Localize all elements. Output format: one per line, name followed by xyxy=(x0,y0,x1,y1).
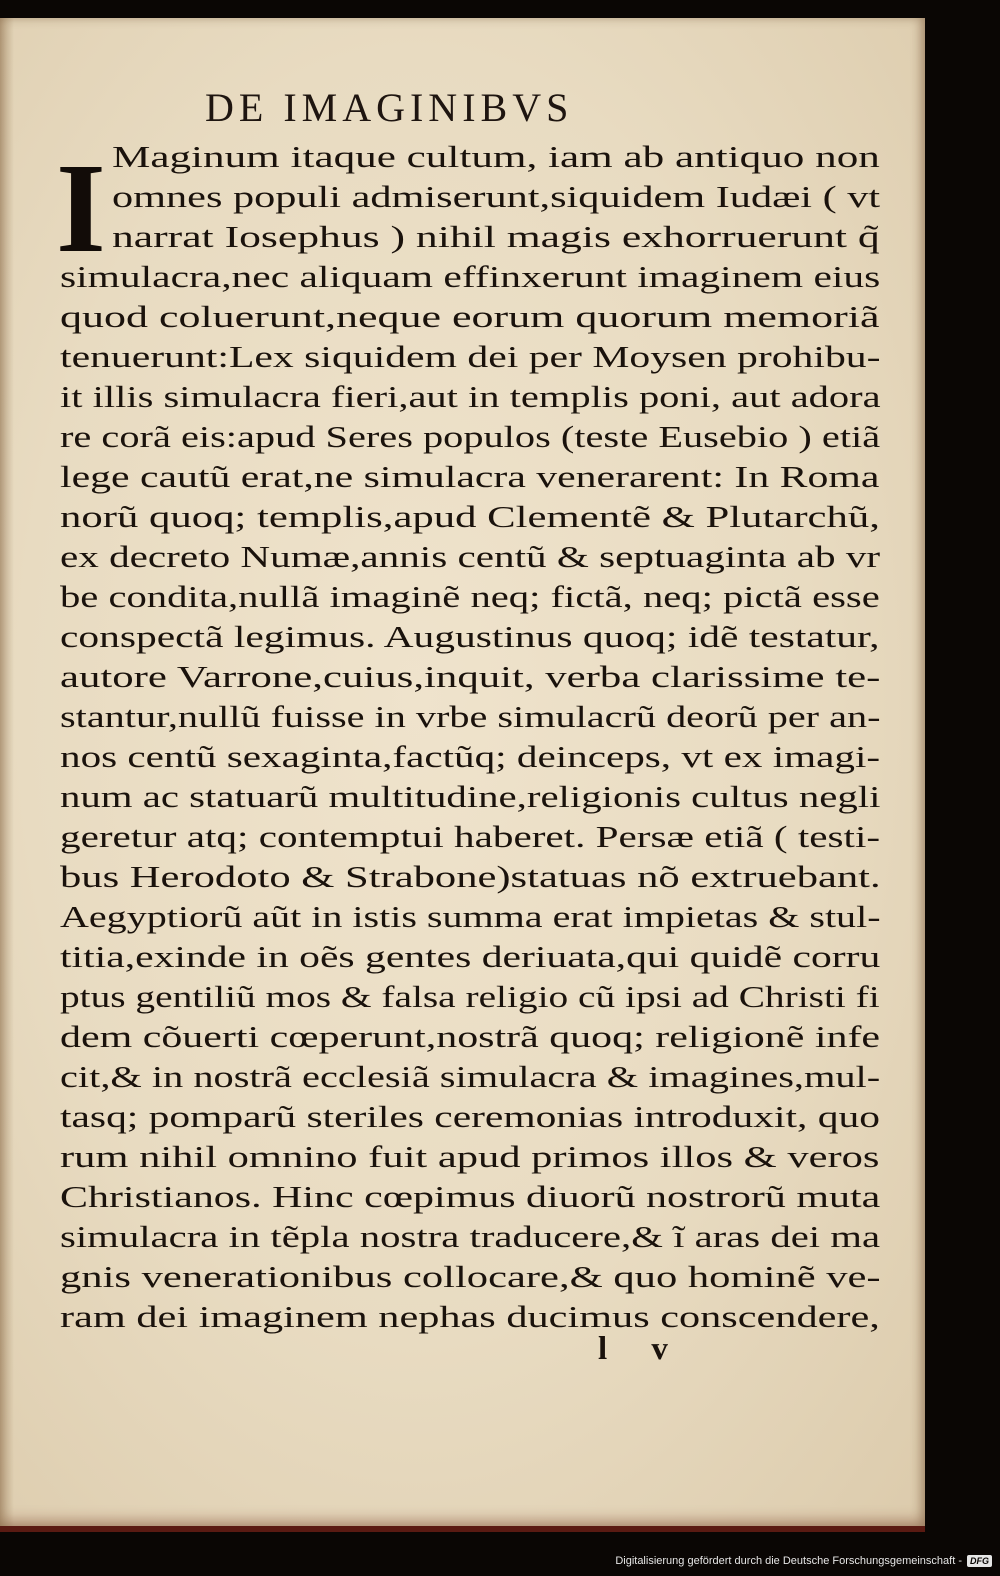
text-line: quod coluerunt,neque eorum quorum memoriã xyxy=(60,299,880,334)
text-line: re corã eis:apud Seres populos (teste Eusebio ) etiã xyxy=(60,419,881,454)
text-line: Christianos. Hinc cœpimus diuorũ nostrorũ muta xyxy=(60,1179,881,1214)
text-line: tenuerunt:Lex siquidem dei per Moysen prohibu- xyxy=(60,339,881,374)
text-line: tasq; pomparũ steriles ceremonias introduxit, quo xyxy=(60,1099,880,1134)
book-page xyxy=(0,18,925,1532)
text-line: ex decreto Numæ,annis centũ & septuaginta ab vr xyxy=(60,539,881,574)
text-line: conspectã legimus. Augustinus quoq; idẽ testatur, xyxy=(60,619,880,654)
digitization-footer xyxy=(600,1549,1000,1573)
text-line: titia,exinde in oẽs gentes deriuata,qui quidẽ corru xyxy=(60,939,881,974)
text-line: ptus gentiliũ mos & falsa religio cũ ipsi ad Christi fi xyxy=(60,979,880,1014)
text-line: nos centũ sexaginta,factũq; deinceps, vt ex imagi- xyxy=(60,739,881,774)
text-line: Maginum itaque cultum, iam ab antiquo non xyxy=(112,139,880,174)
text-line: num ac statuarũ multitudine,religionis cultus negli xyxy=(60,779,881,814)
text-line: geretur atq; contemptui haberet. Persæ etiã ( testi- xyxy=(60,819,881,854)
dfg-logo-icon: DFG xyxy=(967,1555,992,1567)
text-line: bus Herodoto & Strabone)statuas nõ extruebant. xyxy=(60,859,881,894)
text-line: simulacra in tẽpla nostra traducere,& ĩ aras dei ma xyxy=(60,1219,881,1254)
text-line: ram dei imaginem nephas ducimus conscendere, xyxy=(60,1299,880,1334)
text-line: Aegyptiorũ aũt in istis summa erat impietas & stul- xyxy=(60,899,881,934)
text-line: lege cautũ erat,ne simulacra venerarent: In Roma xyxy=(60,459,880,494)
decorated-initial: I xyxy=(56,137,106,279)
text-line: it illis simulacra fieri,aut in templis poni, aut adora xyxy=(60,379,881,414)
text-line: dem cõuerti cœperunt,nostrã quoq; religionẽ infe xyxy=(60,1019,881,1054)
gutter-shadow xyxy=(0,18,14,1526)
text-line: be condita,nullã imaginẽ neq; fictã, neq; pictã esse xyxy=(60,579,880,614)
text-line: norũ quoq; templis,apud Clementẽ & Plutarchũ, xyxy=(60,499,880,534)
footer-credit: Digitalisierung gefördert durch die Deutsche Forschungsgemeinschaft - xyxy=(615,1555,962,1567)
signature-mark: l v xyxy=(598,1331,686,1367)
text-line: simulacra,nec aliquam effinxerunt imaginem eius xyxy=(60,259,881,294)
running-head: DE IMAGINIBVS xyxy=(205,85,574,130)
text-line: narrat Iosephus ) nihil magis exhorruerunt q̃ xyxy=(112,219,880,254)
text-line: omnes populi admiserunt,siquidem Iudæi ( vt xyxy=(112,179,881,214)
text-line: gnis venerationibus collocare,& quo hominẽ ve- xyxy=(60,1259,881,1294)
text-line: cit,& in nostrã ecclesiã simulacra & imagines,mul- xyxy=(60,1059,881,1094)
text-line: rum nihil omnino fuit apud primos illos & veros xyxy=(60,1139,880,1174)
text-line: autore Varrone,cuius,inquit, verba clarissime te- xyxy=(60,659,881,694)
text-line: stantur,nullũ fuisse in vrbe simulacrũ deorũ per an- xyxy=(60,699,881,734)
